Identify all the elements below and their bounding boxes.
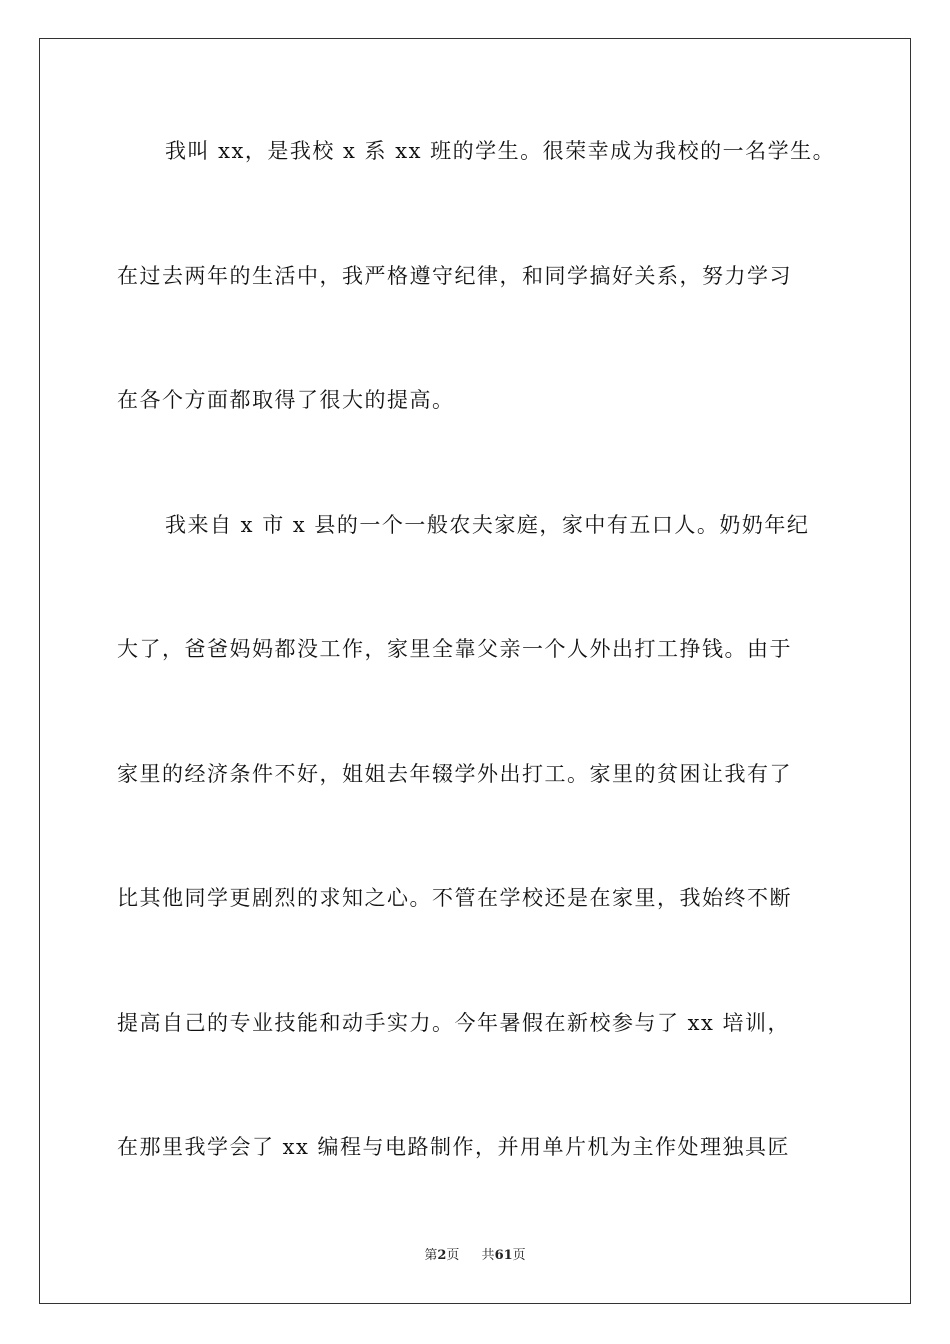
paragraph-line: 大了，爸爸妈妈都没工作，家里全靠父亲一个人外出打工挣钱。由于 [117,637,792,661]
paragraph-line: 在各个方面都取得了很大的提高。 [117,388,455,412]
paragraph-line: 在过去两年的生活中，我严格遵守纪律，和同学搞好关系，努力学习 [117,264,792,288]
paragraph-line: 我来自 x 市 x 县的一个一般农夫家庭，家中有五口人。奶奶年纪 [165,513,810,537]
page-footer [0,1247,950,1265]
paragraph-line: 我叫 xx，是我校 x 系 xx 班的学生。很荣幸成为我校的一名学生。 [165,139,836,163]
page-border [39,38,911,1304]
paragraph-line: 家里的经济条件不好，姐姐去年辍学外出打工。家里的贫困让我有了 [117,762,792,786]
paragraph-line: 在那里我学会了 xx 编程与电路制作，并用单片机为主作处理独具匠 [117,1135,791,1159]
paragraph-line: 比其他同学更剧烈的求知之心。不管在学校还是在家里，我始终不断 [117,886,792,910]
paragraph-line: 提高自己的专业技能和动手实力。今年暑假在新校参与了 xx 培训， [117,1011,791,1035]
page-indicator: 第2页 [424,1248,460,1263]
total-pages-indicator: 共61页 [481,1248,526,1263]
